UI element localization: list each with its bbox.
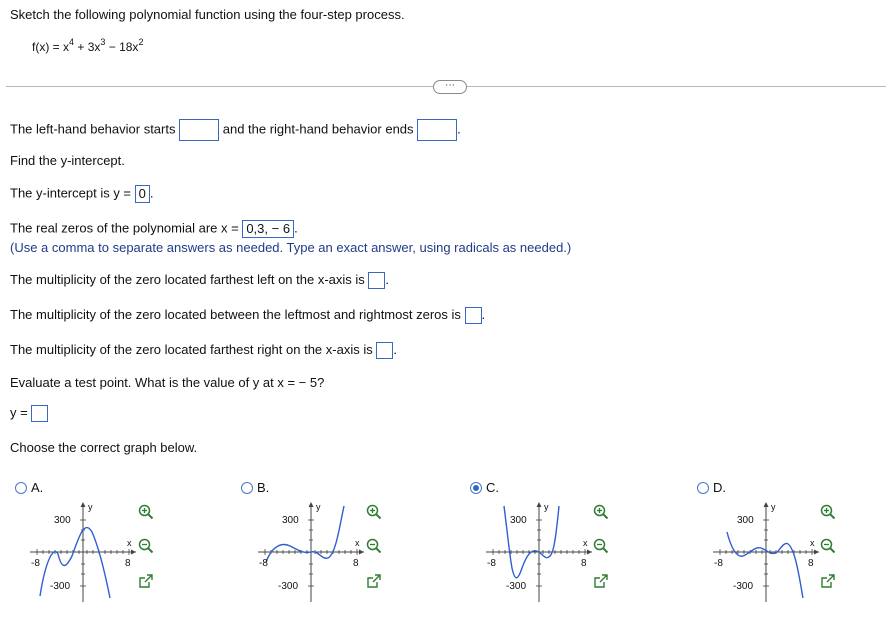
zeros-period: .	[294, 220, 298, 236]
multiplicity-left-text: The multiplicity of the zero located farthest left on the x-axis is	[10, 272, 365, 287]
popout-icon[interactable]	[138, 573, 154, 589]
graph-c-y-axis-label: y	[544, 502, 549, 512]
graph-d-x-left: -8	[714, 558, 723, 569]
graph-b-x-right: 8	[353, 558, 359, 569]
graph-d[interactable]	[711, 498, 821, 608]
zeros-answer[interactable]: 0,3, − 6	[242, 220, 294, 238]
right-behavior-dropdown[interactable]	[417, 119, 457, 141]
option-b-radio[interactable]	[241, 482, 253, 494]
function-exponent-2: 2	[138, 37, 144, 47]
graph-c-x-left: -8	[487, 558, 496, 569]
option-d-label[interactable]: D.	[713, 480, 726, 495]
problem-prompt: Sketch the following polynomial function using the four-step process.	[10, 7, 405, 22]
zeros-row	[10, 220, 298, 238]
multiplicity-right-input[interactable]	[376, 342, 393, 359]
test-point-row	[10, 405, 48, 422]
multiplicity-middle-row	[10, 307, 485, 324]
graph-b-y-axis-label: y	[316, 502, 321, 512]
popout-icon[interactable]	[366, 573, 382, 589]
left-behavior-text: The left-hand behavior starts	[10, 121, 176, 137]
multiplicity-right-row	[10, 342, 397, 359]
multiplicity-middle-text: The multiplicity of the zero located between the leftmost and rightmost zeros is	[10, 307, 461, 322]
graph-b[interactable]	[256, 498, 366, 608]
function-exponent-3: 3	[100, 37, 106, 47]
multiplicity-right-period: .	[393, 342, 397, 357]
graph-b-y-top: 300	[282, 515, 299, 526]
function-exponent-4: 4	[69, 37, 75, 47]
graph-b-x-left: -8	[259, 558, 268, 569]
graph-d-y-top: 300	[737, 515, 754, 526]
graph-a-y-bottom: -300	[50, 581, 71, 592]
graph-d-x-axis-label: x	[810, 538, 815, 548]
test-point-y-label: y =	[10, 405, 28, 420]
zoom-in-icon[interactable]	[366, 504, 382, 520]
y-intercept-period: .	[149, 185, 154, 201]
option-c-label[interactable]: C.	[486, 480, 499, 495]
end-behavior-row	[10, 119, 461, 141]
graph-c-y-top: 300	[510, 515, 527, 526]
graph-d-y-axis-label: y	[771, 502, 776, 512]
right-behavior-text: and the right-hand behavior ends	[222, 121, 414, 137]
graph-a-y-axis-label: y	[88, 502, 93, 512]
popout-icon[interactable]	[593, 573, 609, 589]
option-a-radio[interactable]	[15, 482, 27, 494]
graph-a[interactable]	[28, 498, 138, 608]
function-expression	[32, 37, 144, 54]
expand-more-button[interactable]: ⋯	[433, 80, 467, 94]
multiplicity-left-period: .	[385, 272, 390, 287]
function-term-2: + 3x	[74, 40, 101, 54]
zoom-in-icon[interactable]	[820, 504, 836, 520]
graph-a-y-top: 300	[54, 515, 71, 526]
option-d-radio[interactable]	[697, 482, 709, 494]
zoom-out-icon[interactable]	[138, 538, 154, 554]
behavior-period: .	[457, 121, 461, 137]
zoom-out-icon[interactable]	[593, 538, 609, 554]
graph-c-x-axis-label: x	[583, 538, 588, 548]
graph-b-y-bottom: -300	[278, 581, 299, 592]
find-y-intercept: Find the y-intercept.	[10, 153, 125, 168]
zoom-out-icon[interactable]	[820, 538, 836, 554]
graph-c-x-right: 8	[581, 558, 587, 569]
option-b-label[interactable]: B.	[257, 480, 270, 495]
multiplicity-right-text: The multiplicity of the zero located farthest right on the x-axis is	[10, 342, 373, 357]
test-point-question: Evaluate a test point. What is the value of y at x = − 5?	[10, 375, 325, 390]
zoom-in-icon[interactable]	[138, 504, 154, 520]
graph-c-y-bottom: -300	[506, 581, 527, 592]
graph-a-x-right: 8	[125, 558, 131, 569]
multiplicity-left-input[interactable]	[368, 272, 385, 289]
zeros-instruction-note: (Use a comma to separate answers as needed. Type an exact answer, using radicals as needed.)	[10, 240, 572, 255]
y-intercept-answer[interactable]: 0	[135, 185, 150, 203]
popout-icon[interactable]	[820, 573, 836, 589]
function-lhs: f(x) = x	[32, 40, 70, 54]
multiplicity-middle-period: .	[481, 307, 486, 322]
graph-d-y-bottom: -300	[733, 581, 754, 592]
y-intercept-row	[10, 185, 154, 203]
graph-c[interactable]	[484, 498, 594, 608]
option-c-radio[interactable]	[470, 482, 482, 494]
choose-graph-text: Choose the correct graph below.	[10, 440, 198, 455]
graph-d-x-right: 8	[808, 558, 814, 569]
multiplicity-middle-input[interactable]	[465, 307, 482, 324]
y-intercept-text: The y-intercept is y =	[10, 185, 132, 201]
test-point-input[interactable]	[31, 405, 48, 422]
zeros-text: The real zeros of the polynomial are x =	[10, 220, 239, 236]
function-term-3: − 18x	[105, 40, 139, 54]
left-behavior-dropdown[interactable]	[179, 119, 219, 141]
zoom-out-icon[interactable]	[366, 538, 382, 554]
option-a-label[interactable]: A.	[31, 480, 44, 495]
graph-a-x-axis-label: x	[127, 538, 132, 548]
graph-a-x-left: -8	[31, 558, 40, 569]
multiplicity-left-row	[10, 272, 389, 289]
graph-b-x-axis-label: x	[355, 538, 360, 548]
zoom-in-icon[interactable]	[593, 504, 609, 520]
